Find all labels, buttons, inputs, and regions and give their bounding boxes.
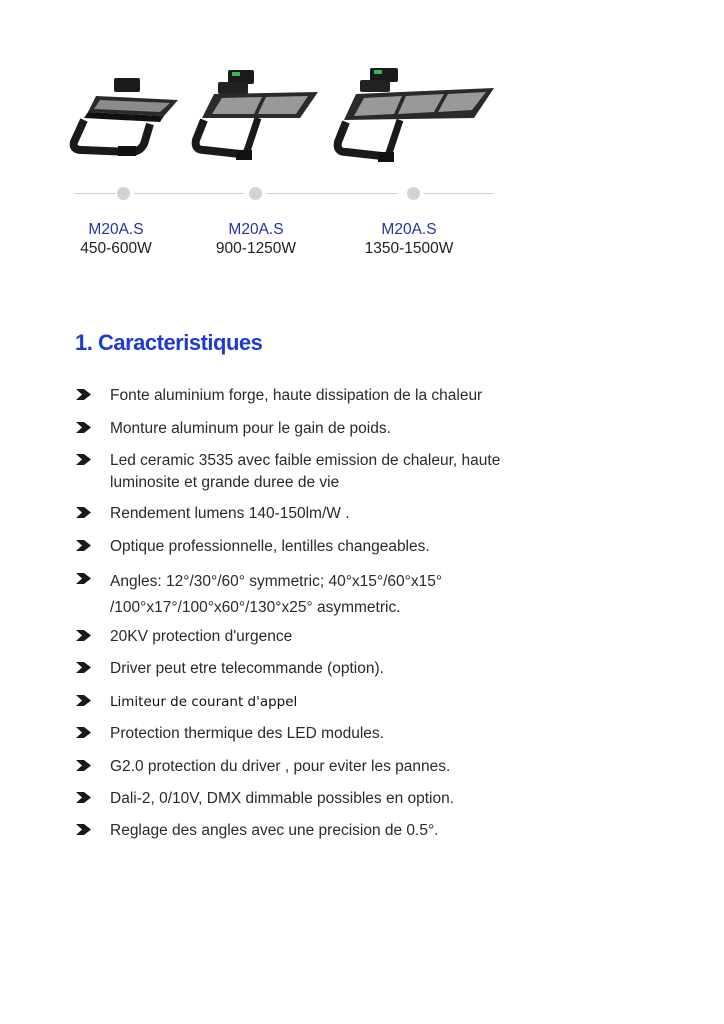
arrow-bullet-icon	[76, 824, 92, 835]
arrow-bullet-icon	[76, 630, 92, 641]
feature-text: Driver peut etre telecommande (option).	[110, 660, 384, 677]
arrow-bullet-icon	[76, 540, 92, 551]
feature-text: Fonte aluminium forge, haute dissipation de la chaleur	[110, 387, 483, 404]
arrow-bullet-icon	[76, 454, 92, 465]
product-label	[36, 220, 196, 258]
section-title: 1. Caracteristiques	[75, 330, 263, 355]
feature-text: Angles: 12°/30°/60° symmetric; 40°x15°/60°x15° /100°x17°/100°x60°/130°x25° asymmetric.	[110, 573, 443, 616]
feature-text: Led ceramic 3535 avec faible emission de chaleur, haute luminosite et grande duree de vie	[110, 452, 501, 491]
arrow-bullet-icon	[76, 389, 92, 400]
timeline-line	[424, 193, 494, 194]
arrow-bullet-icon	[76, 573, 92, 584]
product-image-2	[196, 70, 318, 160]
power-range: 450-600W	[80, 240, 152, 257]
feature-text: Monture aluminum pour le gain de poids.	[110, 420, 391, 437]
product-image-1	[74, 78, 178, 156]
arrow-bullet-icon	[76, 662, 92, 673]
product-image-3	[338, 68, 494, 162]
arrow-bullet-icon	[76, 727, 92, 738]
arrow-bullet-icon	[76, 507, 92, 518]
timeline-dot	[407, 187, 420, 200]
timeline-line	[266, 193, 398, 194]
timeline-line	[134, 193, 244, 194]
timeline-dot	[249, 187, 262, 200]
arrow-bullet-icon	[76, 760, 92, 771]
product-label	[329, 220, 489, 258]
arrow-bullet-icon	[76, 422, 92, 433]
timeline	[74, 186, 494, 202]
feature-text: G2.0 protection du driver , pour eviter les pannes.	[110, 758, 451, 775]
power-range: 900-1250W	[215, 240, 297, 257]
feature-text: Protection thermique des LED modules.	[110, 725, 384, 742]
product-label	[176, 220, 336, 258]
model-name: M20A.S	[381, 221, 437, 238]
feature-text: Limiteur de courant d'appel	[110, 694, 298, 710]
power-range: 1350-1500W	[364, 240, 454, 257]
model-name: M20A.S	[228, 221, 284, 238]
feature-text: 20KV protection d'urgence	[110, 628, 293, 645]
feature-text: Reglage des angles avec une precision de 0.5°.	[110, 822, 439, 839]
arrow-bullet-icon	[76, 792, 92, 803]
arrow-bullet-icon	[76, 695, 92, 706]
feature-text: Rendement lumens 140-150lm/W .	[110, 505, 350, 522]
feature-text: Optique professionnelle, lentilles changeables.	[110, 538, 430, 555]
timeline-dot	[117, 187, 130, 200]
model-name: M20A.S	[88, 221, 144, 238]
product-images	[0, 0, 724, 180]
feature-text: Dali-2, 0/10V, DMX dimmable possibles en option.	[110, 790, 455, 807]
timeline-line	[74, 193, 116, 194]
